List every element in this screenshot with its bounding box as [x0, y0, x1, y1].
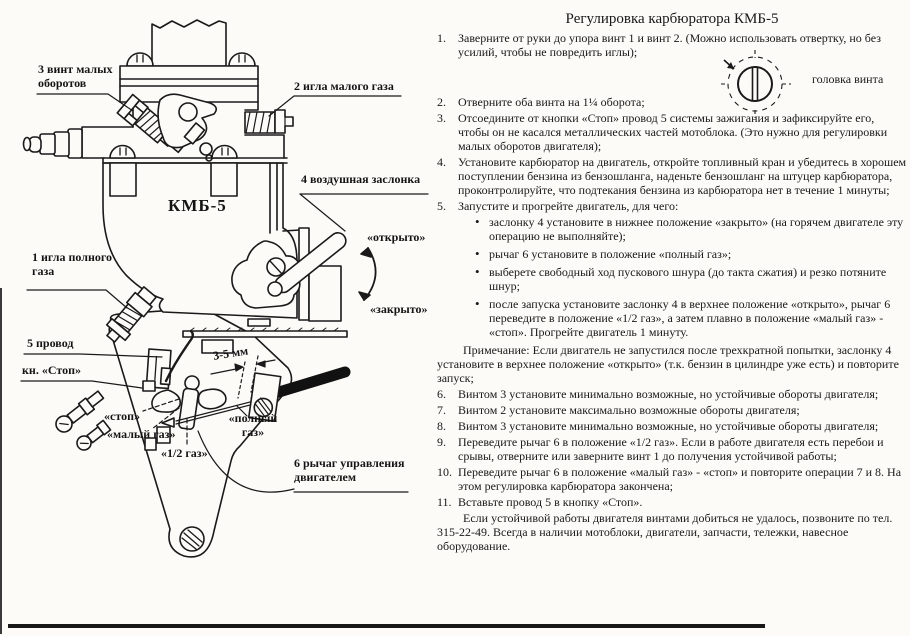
item-number: 4.: [437, 155, 446, 169]
instruction-item: [437, 199, 907, 213]
screw-head-icon: [712, 46, 804, 124]
spare-screws: [53, 389, 111, 453]
item-text: Отсоедините от кнопки «Стоп» провод 5 системы зажигания и зафиксируйте его, чтобы он не касался металлических частей мотоблока. (Это нужно для регулировки малых оборотов двигателя);: [458, 111, 888, 153]
sub-step: • рычаг 6 установите в положение «полный газ»;: [475, 247, 907, 261]
item-number: 10.: [437, 465, 452, 479]
item-text: Винтом 3 установите минимально возможные, но устойчивые обороты двигателя;: [458, 419, 879, 433]
instruction-item: [437, 31, 907, 59]
label-gap-3-5mm: 3-5 мм: [212, 343, 250, 363]
item-number: 5.: [437, 199, 446, 213]
item-number: 8.: [437, 419, 446, 433]
label-stop-button: кн. «Стоп»: [22, 363, 81, 377]
item-text: Переведите рычаг 6 в положение «1/2 газ». Если в работе двигателя есть перебои и срывы, отверните или заверните винт 1 до получения устойчивой работы;: [458, 435, 884, 463]
carburetor-diagram: [0, 0, 435, 636]
item-number: 11.: [437, 495, 452, 509]
item-text: Винтом 3 установите минимально возможные, но устойчивые обороты двигателя;: [458, 387, 879, 401]
label-choke-4: 4 воздушная заслонка: [301, 172, 421, 186]
instructions-panel: [437, 10, 907, 555]
instruction-item: [437, 465, 907, 493]
item-text: Установите карбюратор на двигатель, откройте топливный кран и убедитесь в хорошем поступлении бензина из бензошланга, наденьте бензошланг на штуцер карбюратора, проконтролируйте, что подтекания бензина из карбюратора нет в течение 1 минуты;: [458, 155, 907, 197]
throttle-arm: [158, 94, 216, 161]
air-channel-box: [309, 266, 341, 321]
item-text: Заверните от руки до упора винт 1 и винт 2. (Можно использовать отвертку, но без усилий, чтобы не повредить иглы);: [458, 31, 881, 59]
footer-paragraph: Если устойчивой работы двигателя винтами добиться не удалось, позвоните по тел. 315-22-49. Всегда в наличии мотоблоки, двигатели, запчасти, тележки, навесное оборудование.: [437, 511, 893, 553]
screw-head-caption: головка винта: [812, 72, 884, 86]
label-lever-6: 6 рычаг управления двигателем: [294, 456, 405, 485]
instruction-item: [437, 419, 907, 433]
item-number: 3.: [437, 111, 446, 125]
label-pos-half-gas: «1/2 газ»: [161, 446, 208, 460]
label-wire-5: 5 провод: [27, 336, 74, 350]
bowl-screw-center: [212, 146, 237, 159]
scan-bottom-edge: [8, 624, 765, 628]
note-paragraph: Примечание: Если двигатель не запустился после трехкратной попытки, заслонку 4 установите в верхнее положение «открыто» (т.к. бензин в цилиндре уже есть) и повторите запуск;: [437, 343, 899, 385]
bowl-screw-left: [110, 146, 135, 159]
label-pos-full-gas: «полный газ»: [228, 411, 278, 440]
instruction-item: [437, 95, 907, 109]
sub-step: • заслонку 4 установите в нижнее положение «закрыто» (на горячем двигателе эту операцию не выполняйте);: [475, 215, 907, 243]
instruction-item: [437, 387, 907, 401]
label-open-position: «открыто»: [367, 230, 426, 244]
item-text: Запустите и прогрейте двигатель, для чего:: [458, 199, 679, 213]
carburetor-model-label: КМБ-5: [168, 196, 227, 215]
air-intake-stub: [152, 20, 226, 66]
flange-screw-right: [229, 53, 255, 66]
instruction-item: [437, 403, 907, 417]
label-needle-1: 1 игла полного газа: [32, 250, 113, 279]
flange-screw-left: [127, 53, 153, 66]
label-closed-position: «закрыто»: [370, 302, 428, 316]
sub-step: • после запуска установите заслонку 4 в верхнее положение «открыто», рычаг 6 переведите в положение «1/2 газ», а затем плавно в положение «малый газ» - «стоп». Прогрейте двигатель 1 минуту.: [475, 297, 907, 339]
sub-step: • выберете свободный ход пускового шнура (до такта сжатия) и резко потяните шнур;: [475, 265, 907, 293]
label-pos-low-gas: «малый газ»: [107, 427, 176, 441]
instruction-item: [437, 155, 907, 197]
scan-left-edge: [0, 288, 2, 634]
label-needle-2: 2 игла малого газа: [294, 79, 394, 93]
carburetor-drawing: [0, 0, 435, 636]
item-number: 2.: [437, 95, 446, 109]
item-number: 6.: [437, 387, 446, 401]
label-pos-stop: «стоп»: [104, 409, 140, 423]
item-number: 1.: [437, 31, 446, 45]
label-idle-screw-3: 3 винт малых оборотов: [38, 62, 113, 91]
instruction-item: [437, 111, 907, 153]
needle-2: [245, 110, 293, 133]
item-text: Отверните оба винта на 1¼ оборота;: [458, 95, 645, 109]
choke-open-close-arrow: [359, 248, 376, 300]
instruction-item: [437, 495, 907, 509]
item-text: Вставьте провод 5 в кнопку «Стоп».: [458, 495, 643, 509]
item-text: Винтом 2 установите максимально возможные обороты двигателя;: [458, 403, 800, 417]
instruction-item: [437, 435, 907, 463]
page-title: Регулировка карбюратора КМБ-5: [565, 11, 779, 27]
item-number: 9.: [437, 435, 446, 449]
item-text: Переведите рычаг 6 в положение «малый газ» - «стоп» и повторите операции 7 и 8. На этом регулировка карбюратора закончена;: [458, 465, 902, 493]
item-number: 7.: [437, 403, 446, 417]
